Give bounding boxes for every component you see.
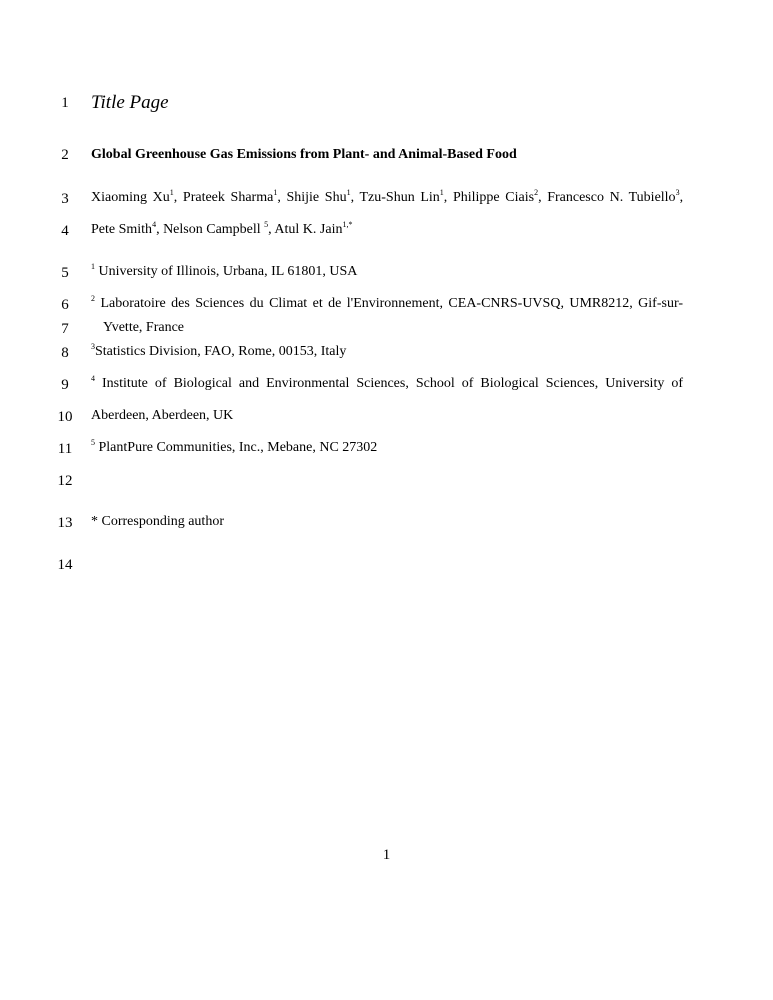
author-separator: , (173, 190, 183, 205)
line-number: 4 (61, 223, 69, 239)
author-name: Xiaoming Xu (91, 190, 170, 205)
affiliation-sup: 1 (91, 262, 95, 271)
author-affiliation-sup: 1 (439, 188, 444, 197)
author-separator: , (156, 222, 164, 237)
affiliation-1 (91, 263, 357, 281)
author-name: Atul K. Jain (274, 222, 343, 237)
affiliation-sup: 5 (91, 438, 95, 447)
author-name: Pete Smith (91, 222, 153, 237)
author-separator: , (268, 222, 275, 237)
author-name: Tzu-Shun Lin (359, 190, 440, 205)
line-number: 14 (57, 557, 73, 573)
author-name: Shijie Shu (286, 190, 347, 205)
author-separator: , (350, 190, 360, 205)
author-separator: , (277, 190, 287, 205)
affiliation-sup: 3 (91, 342, 95, 351)
author-separator: , (538, 190, 548, 205)
line-number: 8 (61, 345, 69, 361)
author-affiliation-sup: 4 (152, 220, 157, 229)
line-number: 7 (61, 321, 69, 337)
author-affiliation-sup: 1 (169, 188, 174, 197)
affiliation-text: PlantPure Communities, Inc., Mebane, NC 27302 (98, 440, 378, 455)
line-number: 10 (57, 409, 73, 425)
author-affiliation-sup: 3 (675, 188, 680, 197)
affiliation-text: Laboratoire des Sciences du Climat et de l'Environnement, CEA-CNRS-UVSQ, UMR8212, Gif-sur- (100, 296, 684, 311)
line-number: 6 (61, 297, 69, 313)
affiliation-text: Statistics Division, FAO, Rome, 00153, Italy (95, 344, 347, 359)
affiliation-5 (91, 439, 377, 457)
affiliation-4 (91, 375, 683, 393)
author-line-1 (91, 189, 683, 207)
author-affiliation-sup: 2 (534, 188, 539, 197)
affiliation-text: Institute of Biological and Environmental Sciences, School of Biological Sciences, University of (102, 376, 683, 391)
affiliation-sup: 2 (91, 294, 95, 303)
line-number: 11 (57, 441, 73, 457)
author-separator: , (443, 190, 453, 205)
affiliation-3 (91, 343, 346, 361)
author-name: Francesco N. Tubiello (547, 190, 676, 205)
line-number: 9 (61, 377, 69, 393)
affiliation-2-continued: Yvette, France (103, 320, 185, 335)
author-affiliation-sup: 1,* (342, 220, 353, 229)
author-affiliation-sup: 1 (346, 188, 351, 197)
line-number: 1 (61, 95, 69, 111)
affiliation-2 (91, 295, 683, 313)
author-name: Prateek Sharma (182, 190, 274, 205)
page-number: 1 (382, 847, 391, 863)
line-number: 12 (57, 473, 73, 489)
affiliation-text: University of Illinois, Urbana, IL 61801, USA (98, 264, 358, 279)
line-number: 5 (61, 265, 69, 281)
paper-title: Global Greenhouse Gas Emissions from Plant- and Animal-Based Food (91, 147, 517, 162)
page-heading: Title Page (91, 92, 169, 113)
author-name: Philippe Ciais (452, 190, 535, 205)
affiliation-sup: 4 (91, 374, 95, 383)
author-separator: , (679, 190, 684, 205)
line-number: 13 (57, 515, 73, 531)
corresponding-author-note: * Corresponding author (91, 514, 224, 529)
author-line-2 (91, 221, 352, 239)
affiliation-4-continued: Aberdeen, Aberdeen, UK (91, 408, 234, 423)
author-affiliation-sup: 1 (273, 188, 278, 197)
line-number: 3 (61, 191, 69, 207)
author-affiliation-sup: 5 (264, 220, 269, 229)
author-name: Nelson Campbell (163, 222, 265, 237)
line-number: 2 (61, 147, 69, 163)
